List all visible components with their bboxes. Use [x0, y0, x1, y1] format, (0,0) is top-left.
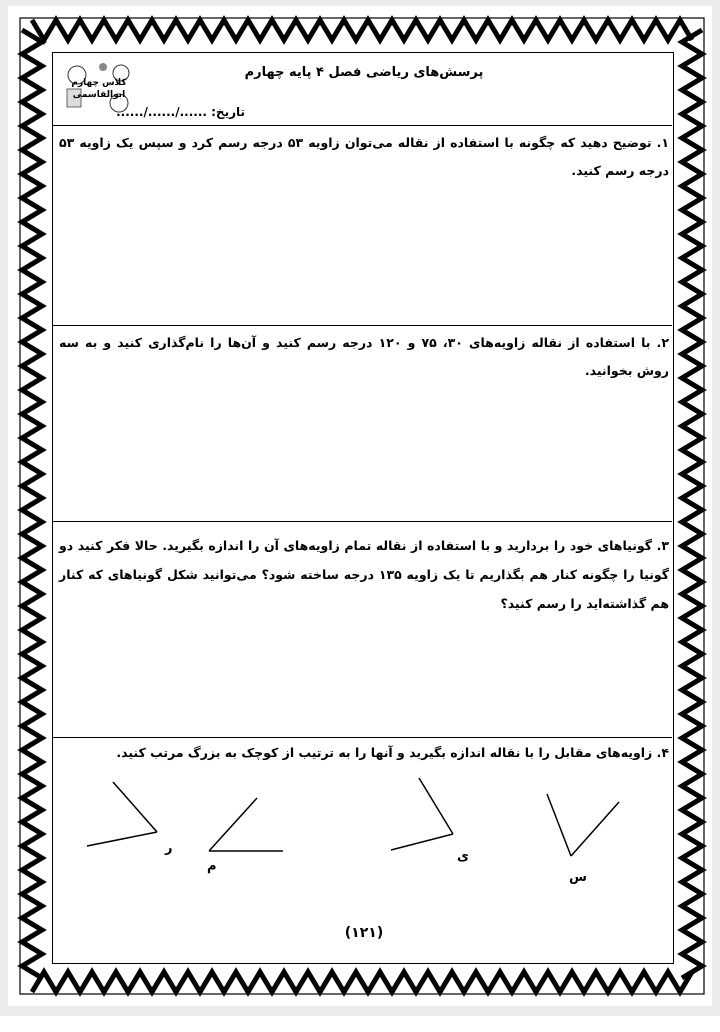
worksheet-frame — [52, 52, 674, 964]
angle-label-m: م — [207, 859, 217, 874]
logo-text-line2: ابوالقاسمی — [72, 90, 126, 100]
worksheet-title: پرسش‌های ریاضی فصل ۴ پایه چهارم — [244, 65, 484, 80]
angle-label-s: س — [569, 870, 587, 885]
angle-figures — [53, 778, 673, 888]
date-field: تاریخ: ....../....../...... — [116, 105, 245, 119]
logo-text-line1: کلاس چهارم — [71, 78, 127, 88]
divider — [53, 125, 672, 126]
angle-r — [87, 782, 172, 856]
question-4: ۴. زاویه‌های مقابل را با نقاله اندازه بگیرید و آنها را به ترتیب از کوچک به بزرگ مرتب کنید. — [116, 745, 669, 760]
class-logo — [63, 59, 135, 119]
question-3: ۳. گونیاهای خود را بردارید و با استفاده از نقاله تمام زاویه‌های آن را اندازه بگیرید. حالا فکر کنید دو گونیا را چگونه کنار هم بگذاریم تا یک زاویه ۱۳۵ درجه ساخته شود؟ می‌توانید شکل گونیاهای که کنار هم گذاشته‌اید را رسم کنید؟ — [59, 538, 669, 611]
worksheet-page — [8, 6, 712, 1006]
angle-s — [547, 794, 619, 885]
question-1: ۱. توضیح دهید که چگونه با استفاده از نقاله می‌توان زاویه ۵۳ درجه رسم کرد و سپس یک زاویه ۵۳ درجه رسم کنید. — [59, 135, 669, 178]
divider — [53, 521, 672, 522]
divider — [53, 325, 672, 326]
divider — [53, 737, 672, 738]
bottom-strip — [0, 1016, 720, 1032]
angle-m — [207, 798, 283, 874]
question-2: ۲. با استفاده از نقاله زاویه‌های ۳۰، ۷۵ و ۱۲۰ درجه رسم کنید و آن‌ها را نام‌گذاری کنید و به سه روش بخوانید. — [59, 335, 669, 378]
page-number: (۱۲۱) — [344, 925, 384, 941]
angle-label-y: ی — [457, 849, 469, 864]
angle-y — [391, 778, 469, 864]
angle-label-r: ر — [165, 841, 173, 856]
